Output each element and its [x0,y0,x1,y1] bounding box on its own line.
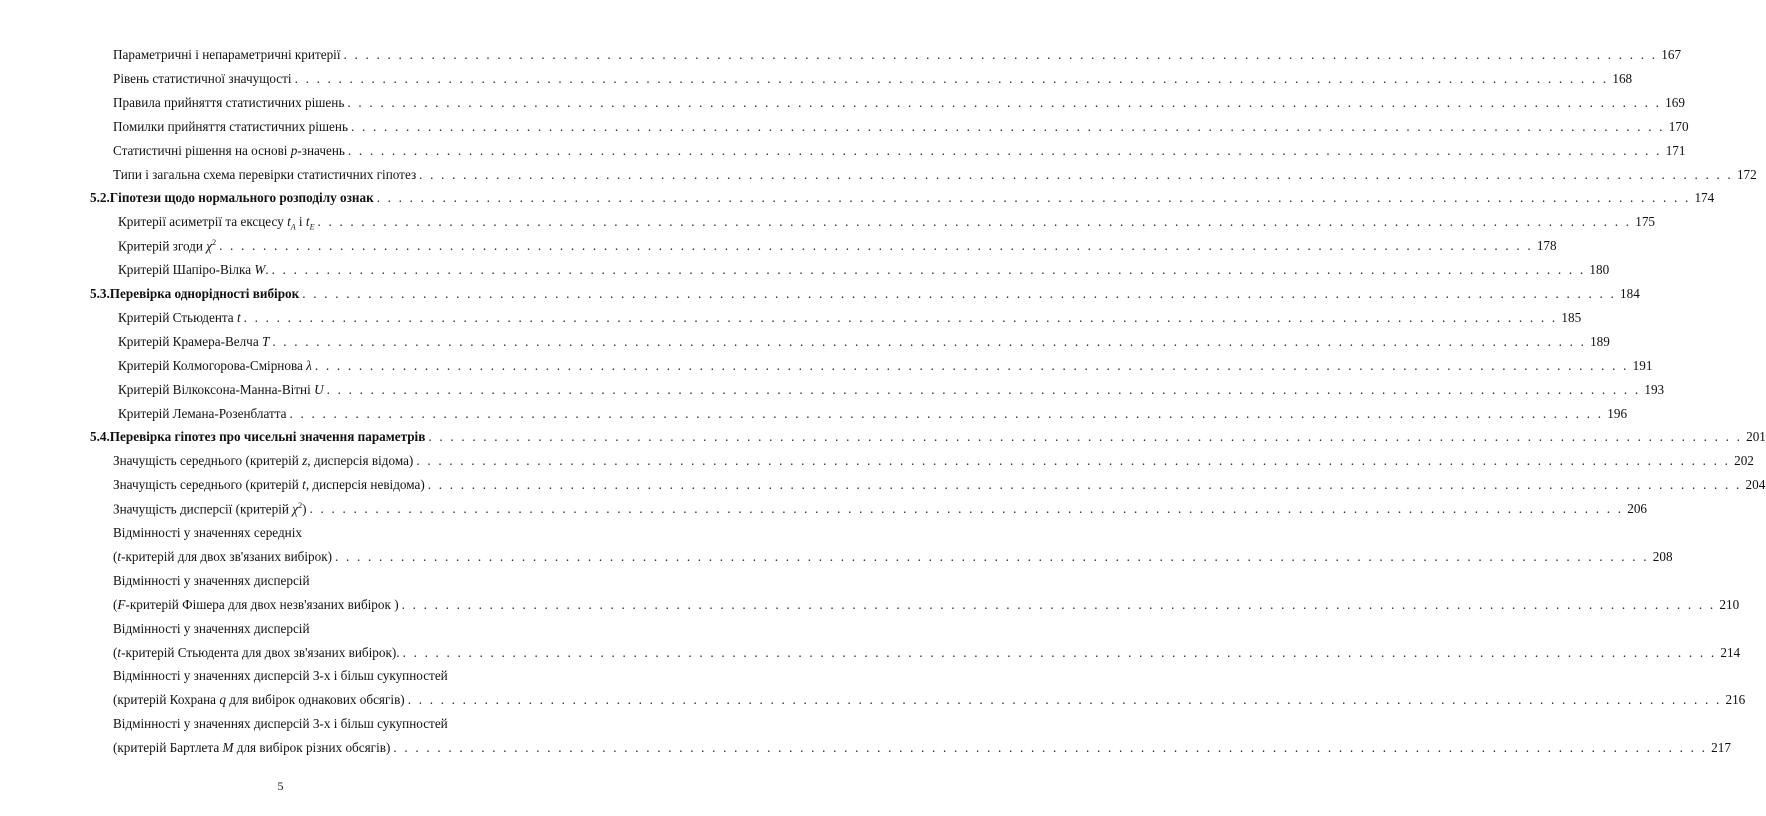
toc-line [113,477,1766,497]
toc-entry-page: 208 [1652,549,1673,564]
dot-leader: . . . . . . . . . . . . . . . . . . . . . . . . . . . . . . . . . . . . . . . . . . . . . . . . . . . . . . . . . . . . . . . . . . . . . . . . . . . . . . . . . . . . . . . . . . . . . . . . . . . . . . . . . . . . . . . . . . . . . . . . [402,645,1717,660]
toc-entry [0,549,1673,569]
dot-leader: . . . . . . . . . . . . . . . . . . . . . . . . . . . . . . . . . . . . . . . . . . . . . . . . . . . . . . . . . . . . . . . . . . . . . . . . . . . . . . . . . . . . . . . . . . . . . . . . . . . . . . . . . . . . . . . . . . . . . . . . [407,692,1722,707]
dot-leader: . . . . . . . . . . . . . . . . . . . . . . . . . . . . . . . . . . . . . . . . . . . . . . . . . . . . . . . . . . . . . . . . . . . . . . . . . . . . . . . . . . . . . . . . . . . . . . . . . . . . . . . . . . . . . . . . . . . . . . . . [317,214,1632,229]
toc-entry-title: Критерії асиметрії та ексцесу $t_A$ і $t_E$ [118,214,315,232]
toc-entry-title: 5.4.Перевірка гіпотез про чисельні значення параметрів [90,429,426,444]
toc-entry [0,143,1686,163]
toc-entry-page: 216 [1725,692,1746,707]
toc-line [118,310,1582,330]
toc-line [113,501,1648,521]
toc-entry-title: Значущість середнього (критерій z, дисперсія відома) [113,453,414,468]
toc-entry-title: Відмінності у значеннях середніх [113,525,302,540]
toc-entry-page: 191 [1632,358,1653,373]
toc-entry-page: 170 [1668,119,1689,134]
dot-leader: . . . . . . . . . . . . . . . . . . . . . . . . . . . . . . . . . . . . . . . . . . . . . . . . . . . . . . . . . . . . . . . . . . . . . . . . . . . . . . . . . . . . . . . . . . . . . . . . . . . . . . . . . . . . . . . . . . . . . . . . [243,310,1558,325]
toc-entry [0,740,1731,760]
toc-entry [0,262,1610,282]
toc-entry-title: Критерій Стьюдента t [118,310,241,325]
dot-leader: . . . . . . . . . . . . . . . . . . . . . . . . . . . . . . . . . . . . . . . . . . . . . . . . . . . . . . . . . . . . . . . . . . . . . . . . . . . . . . . . . . . . . . . . . . . . . . . . . . . . . . . . . . . . . . . . . . . . . . . . [347,143,1662,158]
toc-entry-title: Критерій Вілкоксона-Манна-Вітні U [118,382,324,397]
toc-entry-title: (t-критерій для двох зв'язаних вибірок) [113,549,333,564]
toc-line [113,525,513,545]
toc-line [113,143,1686,163]
toc-line [113,453,1754,473]
toc-entry [0,238,1557,258]
toc-entry-page: 185 [1561,310,1582,325]
toc-entry [0,406,1628,426]
toc-entry [0,597,1740,617]
toc-entry-title: Критерій Шапіро-Вілка W. [118,262,269,277]
toc-entry [0,645,1741,665]
toc-line [118,334,1610,354]
dot-leader: . . . . . . . . . . . . . . . . . . . . . . . . . . . . . . . . . . . . . . . . . . . . . . . . . . . . . . . . . . . . . . . . . . . . . . . . . . . . . . . . . . . . . . . . . . . . . . . . . . . . . . . . . . . . . . . . . . . . . . . . [376,190,1691,205]
toc-entry-page: 210 [1719,597,1740,612]
toc-entry-page: 168 [1612,71,1633,86]
toc-entry [0,525,561,545]
toc-entry [0,334,1610,354]
toc-entry-page: 175 [1635,214,1655,229]
toc-line [118,214,1655,234]
toc-entry [0,310,1582,330]
dot-leader: . . . . . . . . . . . . . . . . . . . . . . . . . . . . . . . . . . . . . . . . . . . . . . . . . . . . . . . . . . . . . . . . . . . . . . . . . . . . . . . . . . . . . . . . . . . . . . . . . . . . . . . . . . . . . . . . . . . . . . . . [427,477,1742,492]
dot-leader: . . . . . . . . . . . . . . . . . . . . . . . . . . . . . . . . . . . . . . . . . . . . . . . . . . . . . . . . . . . . . . . . . . . . . . . . . . . . . . . . . . . . . . . . . . . . . . . . . . . . . . . . . . . . . . . . . . . . . . . . [416,453,1731,468]
toc-entry-page: 171 [1665,143,1686,158]
dot-leader: . . . . . . . . . . . . . . . . . . . . . . . . . . . . . . . . . . . . . . . . . . . . . . . . . . . . . . . . . . . . . . . . . . . . . . . . . . . . . . . . . . . . . . . . . . . . . . . . . . . . . . . . . . . . . . . . . . . . . . . . [343,47,1658,62]
toc-entry-title: Відмінності у значеннях дисперсій 3-х і більш сукупностей [113,668,448,683]
toc-line [90,429,1766,449]
toc-line [118,238,1557,258]
toc-line [113,716,513,736]
toc-entry-title: Значущість дисперсії (критерій $\chi^2$) [113,501,307,517]
toc-entry-title: Відмінності у значеннях дисперсій [113,573,310,588]
toc-entry-title: Статистичні рішення на основі p-значень [113,143,345,158]
toc-entry-title: Критерій Крамера-Велча T [118,334,270,349]
dot-leader: . . . . . . . . . . . . . . . . . . . . . . . . . . . . . . . . . . . . . . . . . . . . . . . . . . . . . . . . . . . . . . . . . . . . . . . . . . . . . . . . . . . . . . . . . . . . . . . . . . . . . . . . . . . . . . . . . . . . . . . . [326,382,1641,397]
toc-entry-page: 193 [1644,382,1665,397]
toc-entry-title: Типи і загальна схема перевірки статистичних гіпотез [113,167,417,182]
dot-leader: . . . . . . . . . . . . . . . . . . . . . . . . . . . . . . . . . . . . . . . . . . . . . . . . . . . . . . . . . . . . . . . . . . . . . . . . . . . . . . . . . . . . . . . . . . . . . . . . . . . . . . . . . . . . . . . . . . . . . . . . [347,95,1662,110]
dot-leader: . . . . . . . . . . . . . . . . . . . . . . . . . . . . . . . . . . . . . . . . . . . . . . . . . . . . . . . . . . . . . . . . . . . . . . . . . . . . . . . . . . . . . . . . . . . . . . . . . . . . . . . . . . . . . . . . . . . . . . . . [428,429,1743,444]
toc-entry [0,119,1689,139]
toc-line [113,167,1757,187]
toc-line [90,286,1640,306]
toc-line [118,406,1628,426]
dot-leader: . . . . . . . . . . . . . . . . . . . . . . . . . . . . . . . . . . . . . . . . . . . . . . . . . . . . . . . . . . . . . . . . . . . . . . . . . . . . . . . . . . . . . . . . . . . . . . . . . . . . . . . . . . . . . . . . . . . . . . . . [419,167,1733,182]
toc-line [113,740,1731,760]
toc-entry [0,621,561,641]
toc-entry-page: 167 [1661,47,1682,62]
toc-entry-page: 214 [1720,645,1741,660]
page-number: 5 [277,779,284,793]
toc-entry [0,167,1757,187]
toc-entry-title: Критерій Лемана-Розенблатта [118,406,287,421]
dot-leader: . . . . . . . . . . . . . . . . . . . . . . . . . . . . . . . . . . . . . . . . . . . . . . . . . . . . . . . . . . . . . . . . . . . . . . . . . . . . . . . . . . . . . . . . . . . . . . . . . . . . . . . . . . . . . . . . . . . . . . . . [309,501,1624,517]
toc-entry-page: 178 [1536,238,1557,254]
toc-line [113,71,1633,91]
toc-entry [0,95,1685,115]
toc-line [113,597,1740,617]
dot-leader: . . . . . . . . . . . . . . . . . . . . . . . . . . . . . . . . . . . . . . . . . . . . . . . . . . . . . . . . . . . . . . . . . . . . . . . . . . . . . . . . . . . . . . . . . . . . . . . . . . . . . . . . . . . . . . . . . . . . . . . . [401,597,1716,612]
dot-leader: . . . . . . . . . . . . . . . . . . . . . . . . . . . . . . . . . . . . . . . . . . . . . . . . . . . . . . . . . . . . . . . . . . . . . . . . . . . . . . . . . . . . . . . . . . . . . . . . . . . . . . . . . . . . . . . . . . . . . . . . [289,406,1604,421]
dot-leader: . . . . . . . . . . . . . . . . . . . . . . . . . . . . . . . . . . . . . . . . . . . . . . . . . . . . . . . . . . . . . . . . . . . . . . . . . . . . . . . . . . . . . . . . . . . . . . . . . . . . . . . . . . . . . . . . . . . . . . . . [219,238,1533,254]
toc-entry-page: 204 [1745,477,1766,492]
dot-leader: . . . . . . . . . . . . . . . . . . . . . . . . . . . . . . . . . . . . . . . . . . . . . . . . . . . . . . . . . . . . . . . . . . . . . . . . . . . . . . . . . . . . . . . . . . . . . . . . . . . . . . . . . . . . . . . . . . . . . . . . [314,358,1629,373]
toc-section [0,429,1766,449]
toc-entry-page: 184 [1620,286,1640,301]
toc-entry-page: 196 [1607,406,1628,421]
toc-entry-page: 172 [1736,167,1757,182]
toc-line [113,47,1682,67]
toc-line [113,119,1689,139]
dot-leader: . . . . . . . . . . . . . . . . . . . . . . . . . . . . . . . . . . . . . . . . . . . . . . . . . . . . . . . . . . . . . . . . . . . . . . . . . . . . . . . . . . . . . . . . . . . . . . . . . . . . . . . . . . . . . . . . . . . . . . . . [302,286,1616,301]
toc-line [118,382,1665,402]
toc-entry-title: Помилки прийняття статистичних рішень [113,119,348,134]
toc-line [90,190,1715,210]
toc-line [113,692,1746,712]
toc-line [118,358,1653,378]
toc-entry [0,453,1754,473]
toc-line [113,645,1741,665]
toc-entry-page: 169 [1665,95,1685,110]
dot-leader: . . . . . . . . . . . . . . . . . . . . . . . . . . . . . . . . . . . . . . . . . . . . . . . . . . . . . . . . . . . . . . . . . . . . . . . . . . . . . . . . . . . . . . . . . . . . . . . . . . . . . . . . . . . . . . . . . . . . . . . . [350,119,1665,134]
toc-entry-page: 174 [1694,190,1715,205]
toc-entry [0,668,561,688]
toc-entry [0,382,1665,402]
toc-entry-page: 206 [1627,501,1648,517]
dot-leader: . . . . . . . . . . . . . . . . . . . . . . . . . . . . . . . . . . . . . . . . . . . . . . . . . . . . . . . . . . . . . . . . . . . . . . . . . . . . . . . . . . . . . . . . . . . . . . . . . . . . . . . . . . . . . . . . . . . . . . . . [335,549,1649,564]
dot-leader: . . . . . . . . . . . . . . . . . . . . . . . . . . . . . . . . . . . . . . . . . . . . . . . . . . . . . . . . . . . . . . . . . . . . . . . . . . . . . . . . . . . . . . . . . . . . . . . . . . . . . . . . . . . . . . . . . . . . . . . . [294,71,1609,86]
dot-leader: . . . . . . . . . . . . . . . . . . . . . . . . . . . . . . . . . . . . . . . . . . . . . . . . . . . . . . . . . . . . . . . . . . . . . . . . . . . . . . . . . . . . . . . . . . . . . . . . . . . . . . . . . . . . . . . . . . . . . . . . [393,740,1708,755]
toc-section [0,286,1640,306]
toc-entry-title: (критерій Бартлета M для вибірок різних обсягів) [113,740,391,755]
toc-entry-title: 5.3.Перевірка однорідності вибірок [90,286,300,301]
toc-entry-page: 201 [1746,429,1766,444]
toc-entry-page: 202 [1734,453,1754,468]
toc-entry-page: 180 [1589,262,1610,277]
toc-entry [0,358,1653,378]
toc-line [113,573,513,593]
toc-entry [0,573,561,593]
toc-entry [0,716,561,736]
toc-entry-title: Відмінності у значеннях дисперсій 3-х і більш сукупностей [113,716,448,731]
toc-line [113,621,513,641]
toc-entry-title: Параметричні і непараметричні критерії [113,47,341,62]
toc-entry [0,692,1746,712]
dot-leader: . . . . . . . . . . . . . . . . . . . . . . . . . . . . . . . . . . . . . . . . . . . . . . . . . . . . . . . . . . . . . . . . . . . . . . . . . . . . . . . . . . . . . . . . . . . . . . . . . . . . . . . . . . . . . . . . . . . . . . . . [272,334,1587,349]
toc-entry-title: 5.2.Гіпотези щодо нормального розподілу ознак [90,190,374,205]
toc-entry-title: Критерій згоди $\chi^2$ [118,238,217,254]
toc-line [113,668,513,688]
toc-entry-page: 189 [1590,334,1610,349]
toc-entry-title: (F-критерій Фішера для двох незв'язаних вибірок ) [113,597,399,612]
toc-section [0,190,1715,210]
toc-entry-title: (t-критерій Стьюдента для двох зв'язаних вибірок). [113,645,400,660]
toc-entry-title: Критерій Колмогорова-Смірнова λ [118,358,312,373]
toc-entry [0,501,1648,521]
dot-leader: . . . . . . . . . . . . . . . . . . . . . . . . . . . . . . . . . . . . . . . . . . . . . . . . . . . . . . . . . . . . . . . . . . . . . . . . . . . . . . . . . . . . . . . . . . . . . . . . . . . . . . . . . . . . . . . . . . . . . . . . [271,262,1586,277]
toc-entry [0,47,1682,67]
toc-line [113,549,1673,569]
toc-entry-title: Правила прийняття статистичних рішень [113,95,345,110]
toc-entry-title: Відмінності у значеннях дисперсій [113,621,310,636]
toc-entry [0,71,1633,91]
toc-entry [0,214,1655,234]
toc-entry [0,477,1766,497]
toc-line [113,95,1685,115]
toc-entry-title: (критерій Кохрана q для вибірок однакових обсягів) [113,692,405,707]
toc-entry-title: Рівень статистичної значущості [113,71,292,86]
toc-entry-page: 217 [1711,740,1731,755]
toc-entry-title: Значущість середнього (критерій t, дисперсія невідома) [113,477,425,492]
toc-line [118,262,1610,282]
